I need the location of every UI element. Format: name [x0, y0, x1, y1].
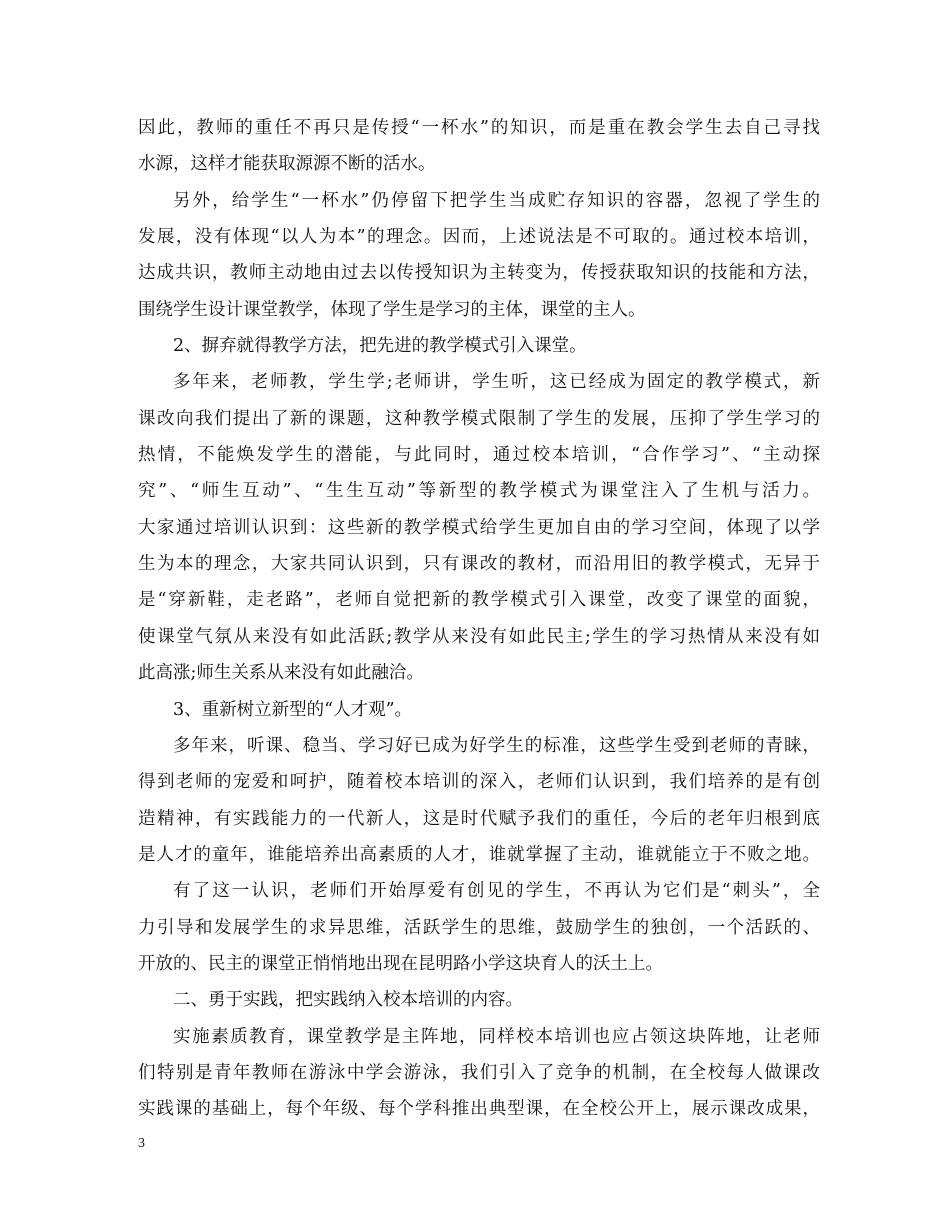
section-heading: 3、重新树立新型的“人才观”。 — [173, 699, 413, 720]
text-line: 是“穿新鞋，走老路”，老师自觉把新的教学模式引入课堂，改变了课堂的面貌， — [138, 590, 820, 611]
body-text — [138, 110, 820, 1128]
text-line: 生为本的理念，大家共同认识到，只有课改的教材，而沿用旧的教学模式，无异于 — [138, 554, 820, 575]
text-line: 课改向我们提出了新的课题，这种教学模式限制了学生的发展，压抑了学生学习的 — [138, 408, 820, 429]
page-number: 3 — [138, 1136, 145, 1151]
text-line: 多年来，听课、稳当、学习好已成为好学生的标准，这些学生受到老师的青睐， — [173, 735, 820, 756]
text-line: 围绕学生设计课堂教学，体现了学生是学习的主体，课堂的主人。 — [138, 299, 646, 320]
text-line: 实践课的基础上，每个年级、每个学科推出典型课，在全校公开上，展示课改成果， — [138, 1099, 820, 1120]
text-line: 使课堂气氛从来没有如此活跃;教学从来没有如此民主;学生的学习热情从来没有如 — [138, 626, 820, 647]
text-line: 实施素质教育，课堂教学是主阵地，同样校本培训也应占领这块阵地，让老师 — [173, 1026, 820, 1047]
section-heading: 二、勇于实践，把实践纳入校本培训的内容。 — [173, 990, 523, 1011]
text-line: 造精神，有实践能力的一代新人，这是时代赋予我们的重任，今后的老年归根到底 — [138, 808, 820, 829]
text-line: 开放的、民主的课堂正悄悄地出现在昆明路小学这块育人的沃土上。 — [138, 953, 663, 974]
text-line: 力引导和发展学生的求异思维，活跃学生的思维，鼓励学生的独创，一个活跃的、 — [138, 917, 820, 938]
text-line: 水源，这样才能获取源源不断的活水。 — [138, 154, 436, 175]
text-line: 因此，教师的重任不再只是传授“一杯水”的知识，而是重在教会学生去自己寻找 — [138, 118, 820, 138]
text-line: 有了这一认识，老师们开始厚爱有创见的学生，不再认为它们是“刺头”，全 — [173, 881, 820, 902]
text-line: 大家通过培训认识到：这些新的教学模式给学生更加自由的学习空间，体现了以学 — [138, 517, 820, 538]
text-line: 得到老师的宠爱和呵护，随着校本培训的深入，老师们认识到，我们培养的是有创 — [138, 772, 820, 793]
text-line: 们特别是青年教师在游泳中学会游泳，我们引入了竞争的机制，在全校每人做课改 — [138, 1062, 820, 1083]
text-line: 另外，给学生“一杯水”仍停留下把学生当成贮存知识的容器，忽视了学生的 — [173, 190, 820, 211]
text-line: 发展，没有体现“以人为本”的理念。因而，上述说法是不可取的。通过校本培训， — [138, 227, 820, 248]
text-line: 热情，不能焕发学生的潜能，与此同时，通过校本培训，“合作学习”、“主动探 — [138, 445, 820, 466]
section-heading: 2、摒弃就得教学方法，把先进的教学模式引入课堂。 — [173, 336, 587, 357]
text-line: 究”、“师生互动”、“生生互动”等新型的教学模式为课堂注入了生机与活力。 — [138, 481, 820, 502]
text-line: 是人才的童年，谁能培养出高素质的人才，谁就掌握了主动，谁就能立于不败之地。 — [138, 844, 820, 865]
text-line: 此高涨;师生关系从来没有如此融洽。 — [138, 663, 424, 684]
text-line: 达成共识，教师主动地由过去以传授知识为主转变为，传授获取知识的技能和方法， — [138, 263, 820, 284]
text-line: 多年来，老师教，学生学;老师讲，学生听，这已经成为固定的教学模式，新 — [173, 372, 820, 393]
